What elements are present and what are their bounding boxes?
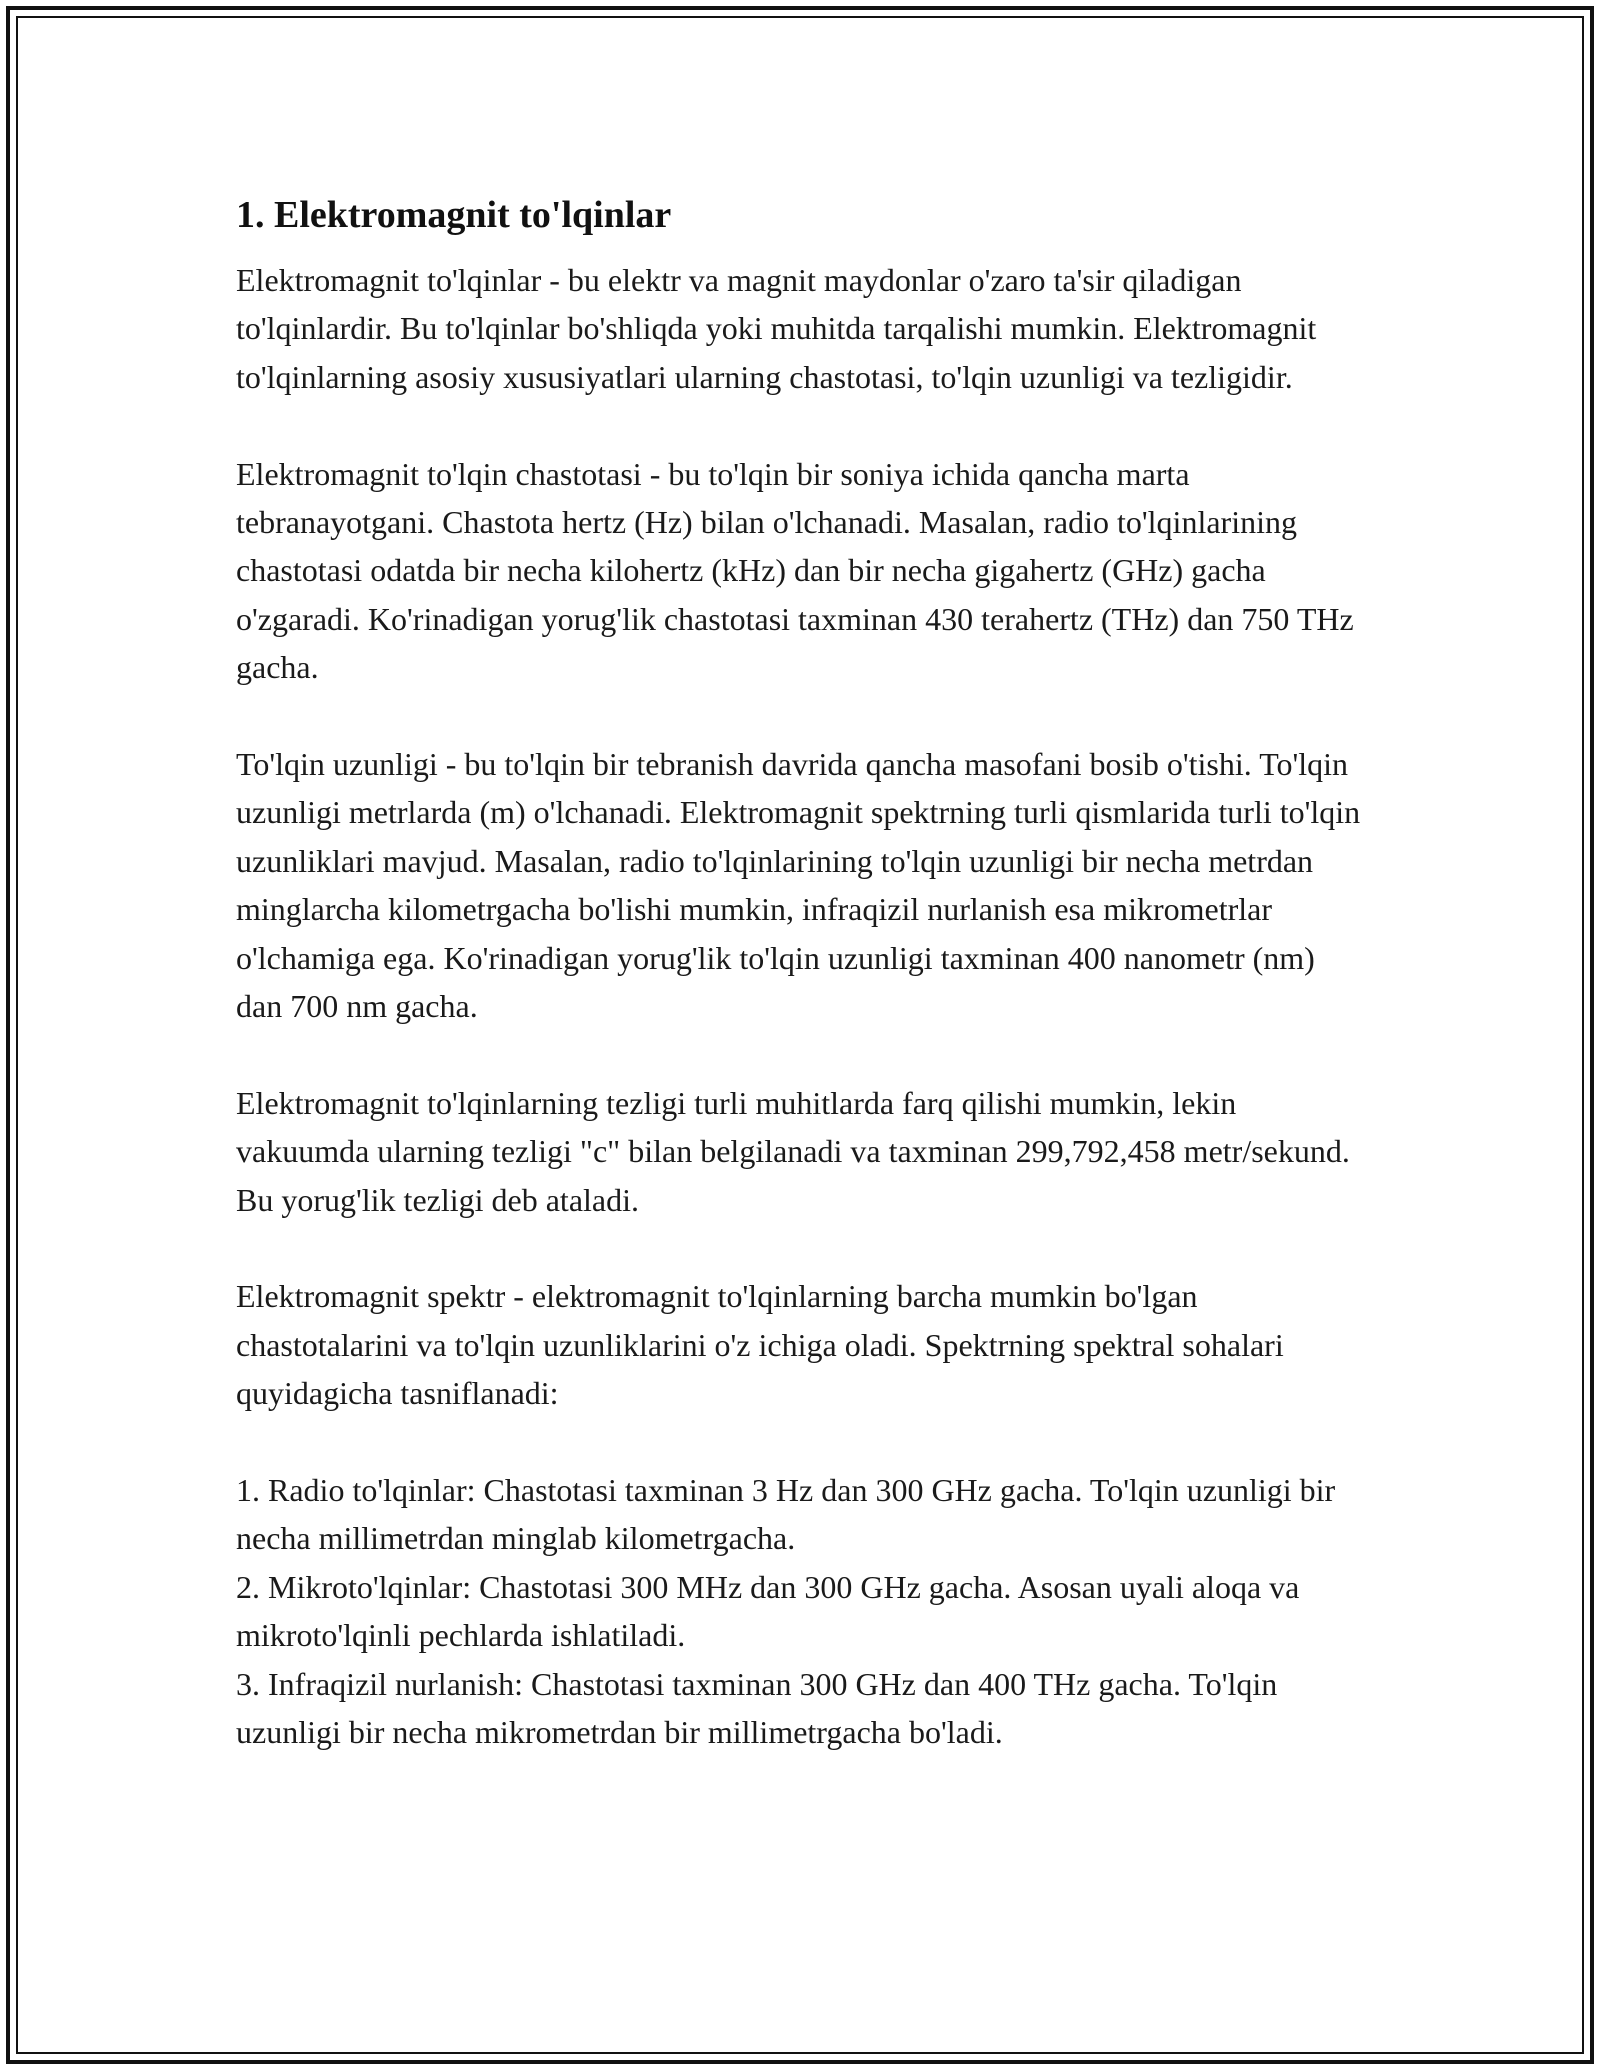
spectrum-list [236,1466,1366,1756]
paragraph-wavelength: To'lqin uzunligi - bu to'lqin bir tebranish davrida qancha masofani bosib o'tishi. To'lqin uzunligi metrlarda (m) o'lchanadi. Elektromagnit spektrning turli qismlarida turli to'lqin uzunliklari mavjud. Masalan, radio to'lqinlarining to'lqin uzunligi bir necha metrdan minglarcha kilometrgacha bo'lishi mumkin, infraqizil nurlanish esa mikrometrlar o'lchamiga ega. Ko'rinadigan yorug'lik to'lqin uzunligi taxminan 400 nanometr (nm) dan 700 nm gacha. [236,746,1361,1025]
paragraph-speed: Elektromagnit to'lqinlarning tezligi turli muhitlarda farq qilishi mumkin, lekin vakuumda ularning tezligi "c" bilan belgilanadi va taxminan 299,792,458 metr/sekund. Bu yorug'lik tezligi deb ataladi. [236,1084,1350,1218]
list-item-radio: 1. Radio to'lqinlar: Chastotasi taxminan 3 Hz dan 300 GHz gacha. To'lqin uzunligi bir necha millimetrdan minglab kilometrgacha. [236,1472,1336,1557]
section-heading: 1. Elektromagnit to'lqinlar [236,194,672,236]
paragraph-intro: Elektromagnit to'lqinlar - bu elektr va magnit maydonlar o'zaro ta'sir qiladigan to'lqinlardir. Bu to'lqinlar bo'shliqda yoki muhitda tarqalishi mumkin. Elektromagnit to'lqinlarning asosiy xususiyatlari ularning chastotasi, to'lqin uzunligi va tezligidir. [236,262,1317,395]
document-body [236,186,1366,1757]
list-item-microwave: 2. Mikroto'lqinlar: Chastotasi 300 MHz dan 300 GHz gacha. Asosan uyali aloqa va mikroto'lqinli pechlarda ishlatiladi. [236,1568,1300,1654]
list-item-infrared: 3. Infraqizil nurlanish: Chastotasi taxminan 300 GHz dan 400 THz gacha. To'lqin uzunligi bir necha mikrometrdan bir millimetrgacha bo'ladi. [236,1665,1278,1751]
paragraph-spectrum: Elektromagnit spektr - elektromagnit to'lqinlarning barcha mumkin bo'lgan chastotalarini va to'lqin uzunliklarini o'z ichiga oladi. Spektrning spektral sohalari quyidagicha tasniflanadi: [236,1278,1284,1412]
paragraph-frequency: Elektromagnit to'lqin chastotasi - bu to'lqin bir soniya ichida qancha marta tebranayotgani. Chastota hertz (Hz) bilan o'lchanadi. Masalan, radio to'lqinlarining chastotasi odatda bir necha kilohertz (kHz) dan bir necha gigahertz (GHz) gacha o'zgaradi. Ko'rinadigan yorug'lik chastotasi taxminan 430 terahertz (THz) dan 750 THz gacha. [236,455,1354,686]
